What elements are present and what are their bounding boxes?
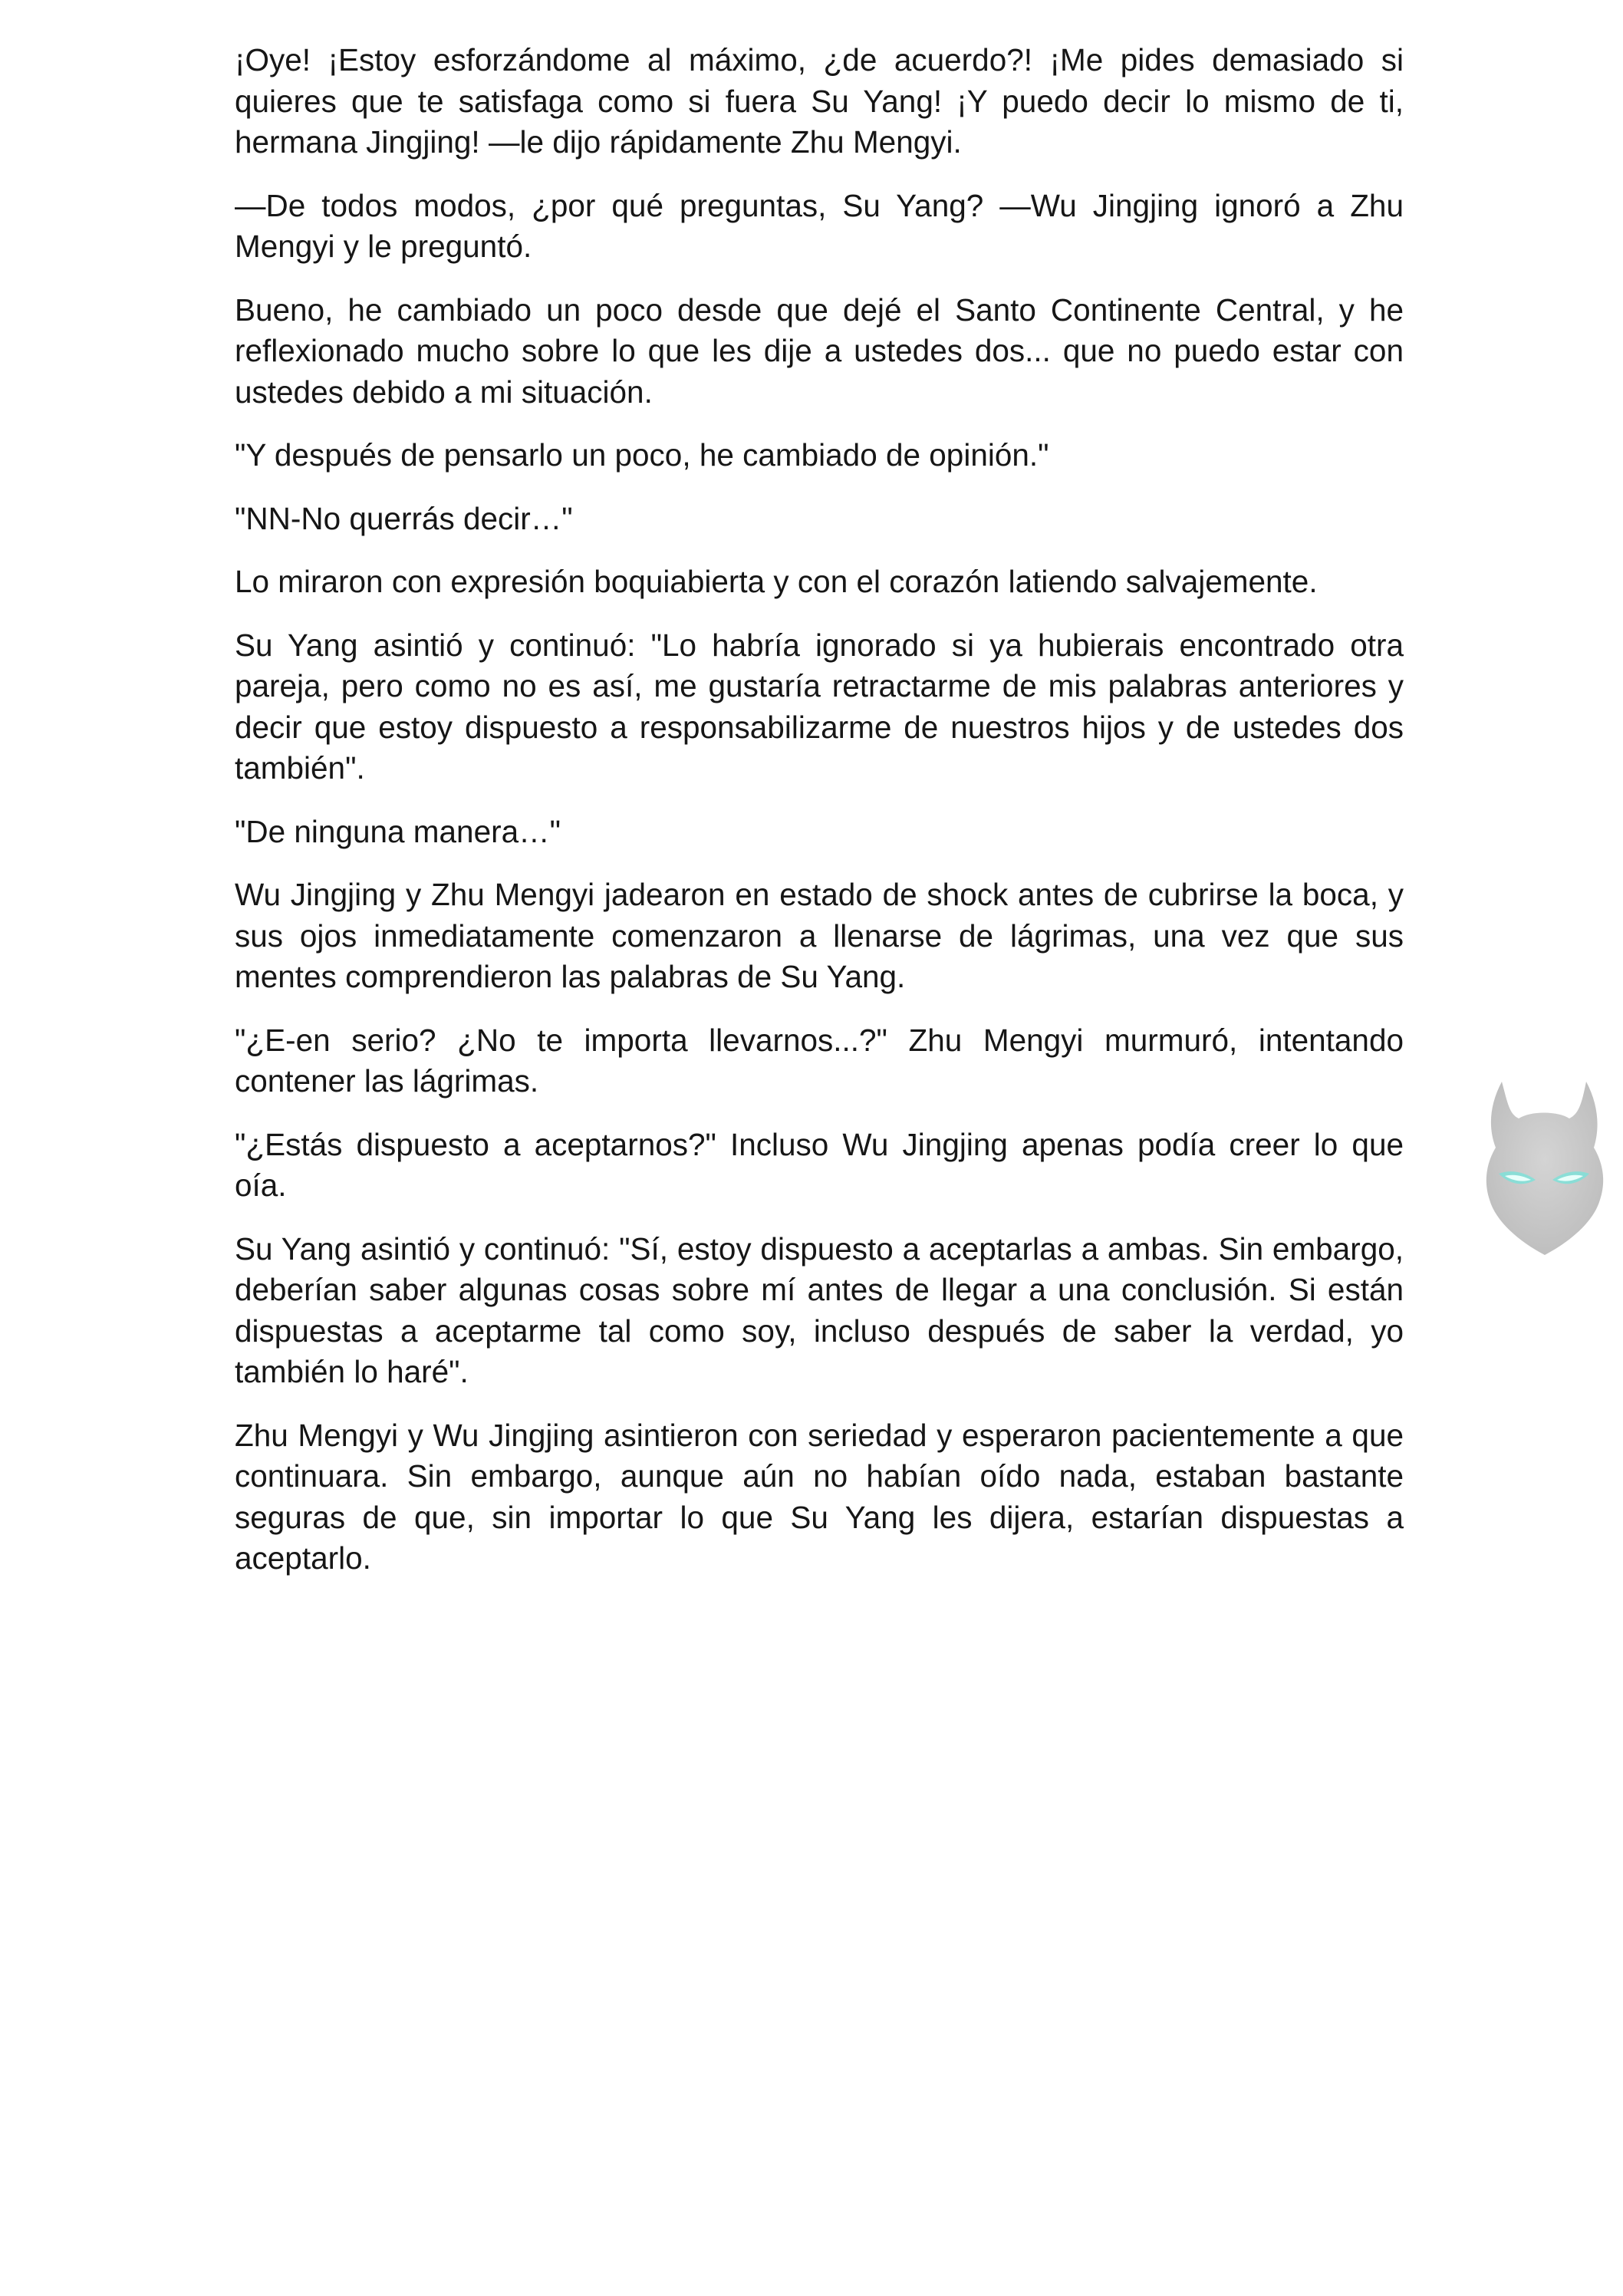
paragraph-10: "¿E-en serio? ¿No te importa llevarnos...?" Zhu Mengyi murmuró, intentando contener las lágrimas. [235,1022,1404,1099]
paragraph-12: Su Yang asintió y continuó: "Sí, estoy dispuesto a aceptarlas a ambas. Sin embargo, deberían saber algunas cosas sobre mí antes de llegar a una conclusión. Si están dispuestas a aceptarme tal como soy, incluso después de saber la verdad, yo también lo haré". [235,1230,1404,1389]
paragraph-5: "NN-No querrás decir…" [235,500,573,536]
demon-head-shape [1486,1082,1603,1255]
demon-head-icon [1471,1074,1617,1258]
paragraph-4: "Y después de pensarlo un poco, he cambiado de opinión." [235,437,1049,473]
paragraph-8: "De ninguna manera…" [235,813,561,849]
paragraph-11: "¿Estás dispuesto a aceptarnos?" Incluso Wu Jingjing apenas podía creer lo que oía. [235,1126,1404,1203]
paragraph-13: Zhu Mengyi y Wu Jingjing asintieron con seriedad y esperaron pacientemente a que continuara. Sin embargo, aunque aún no habían oído nada, estaban bastante seguras de que, sin importar lo que Su Yang les dijera, estarían dispuestas a aceptarlo. [235,1417,1404,1576]
paragraph-7: Su Yang asintió y continuó: "Lo habría ignorado si ya hubierais encontrado otra pareja, pero como no es así, me gustaría retractarme de mis palabras anteriores y decir que estoy dispuesto a responsabilizarme de nuestros hijos y de ustedes dos también". [235,627,1404,786]
paragraph-2: —De todos modos, ¿por qué preguntas, Su Yang? —Wu Jingjing ignoró a Zhu Mengyi y le preguntó. [235,187,1404,264]
paragraph-6: Lo miraron con expresión boquiabierta y con el corazón latiendo salvajemente. [235,564,1318,599]
paragraph-9: Wu Jingjing y Zhu Mengyi jadearon en estado de shock antes de cubrirse la boca, y sus ojos inmediatamente comenzaron a llenarse de lágrimas, una vez que sus mentes comprendieron las palabras de Su Yang. [235,877,1404,994]
paragraph-1: ¡Oye! ¡Estoy esforzándome al máximo, ¿de acuerdo?! ¡Me pides demasiado si quieres que te satisfaga como si fuera Su Yang! ¡Y puedo decir lo mismo de ti, hermana Jingjing! —le dijo rápidamente Zhu Mengyi. [235,42,1404,160]
document-page [235,40,1404,1602]
paragraph-3: Bueno, he cambiado un poco desde que dejé el Santo Continente Central, y he reflexionado mucho sobre lo que les dije a ustedes dos... que no puedo estar con ustedes debido a mi situación. [235,292,1404,410]
